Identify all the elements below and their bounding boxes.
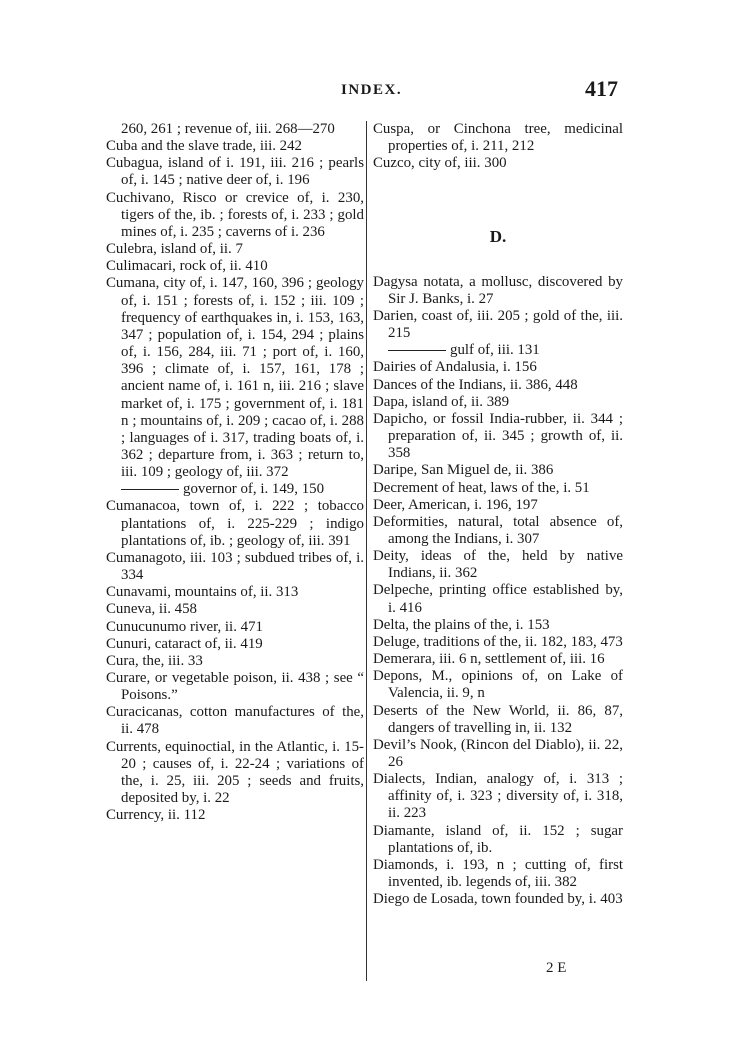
entry-text: Deity, ideas of the, held by native Indians, ii. 362: [373, 548, 623, 582]
index-entry: [373, 462, 623, 479]
index-entry: [373, 308, 623, 342]
index-entry: [373, 394, 623, 411]
entry-text: Cuzco, city of, iii. 300: [373, 155, 507, 172]
index-entry: [373, 703, 623, 737]
entry-text: Dagysa notata, a mollusc, discovered by Sir J. Banks, i. 27: [373, 273, 623, 307]
entry-text: Cura, the, iii. 33: [106, 652, 203, 669]
entry-text: Cuneva, ii. 458: [106, 601, 197, 618]
index-entry: [373, 891, 623, 908]
index-entry: [106, 636, 364, 653]
index-entry: [373, 634, 623, 651]
index-entry: [106, 704, 364, 738]
index-entry: [106, 739, 364, 808]
entry-text: Diamante, island of, ii. 152 ; sugar plantations of, ib.: [373, 822, 623, 856]
index-entry: [106, 584, 364, 601]
index-entry: [373, 274, 623, 308]
entry-text: Devil’s Nook, (Rincon del Diablo), ii. 22, 26: [373, 736, 623, 770]
index-entry: [373, 155, 623, 172]
entry-text: Cuchivano, Risco or crevice of, i. 230, tigers of the, ib. ; forests of, i. 233 ; gold mines of, i. 235 ; caverns of i. 236: [106, 189, 364, 240]
entry-text: Cuspa, or Cinchona tree, medicinal properties of, i. 211, 212: [373, 121, 623, 155]
index-subentry: [106, 481, 364, 498]
entry-text: Cuba and the slave trade, iii. 242: [106, 138, 303, 155]
index-entry: [373, 617, 623, 634]
entry-text: Cunavami, mountains of, ii. 313: [106, 584, 299, 601]
index-entry: [373, 737, 623, 771]
index-entry: [106, 155, 364, 189]
entry-text: Delpeche, printing office established by, i. 416: [373, 582, 623, 616]
index-entry: [106, 190, 364, 241]
index-entry: [106, 601, 364, 618]
entry-text: Deer, American, i. 196, 197: [373, 496, 538, 513]
entry-text: Depons, M., opinions of, on Lake of Valencia, ii. 9, n: [373, 668, 623, 702]
entry-text: Cumanacoa, town of, i. 222 ; tobacco plantations of, i. 225-229 ; indigo plantations of, ib. ; geology of, iii. 391: [106, 498, 364, 549]
entry-text: Curare, or vegetable poison, ii. 438 ; see “ Poisons.”: [106, 670, 364, 704]
signature-mark: 2 E: [546, 960, 567, 976]
entry-text: Cumana, city of, i. 147, 160, 396 ; geology of, i. 151 ; forests of, i. 152 ; iii. 109 ; frequency of earthquakes in, i. 153, 163, 347 ; population of, i. 154, 294 ; plains of, i. 156, 284, iii. 71 ; port of, i. 160, 396 ; climate of, i. 157, 161, 178 ; ancient name of, i. 161 n, iii. 216 ; slave market of, i. 175 ; government of, i. 181 n ; mountains of, i. 209 ; cacao of, i. 288 ; languages of i. 317, trading boats of, i. 362 ; departure from, i. 363 ; return to, iii. 109 ; geology of, iii. 372: [106, 275, 364, 481]
index-entry: [106, 258, 364, 275]
entry-text: Cubagua, island of i. 191, iii. 216 ; pearls of, i. 145 ; native deer of, i. 196: [106, 155, 364, 189]
entry-text: Dances of the Indians, ii. 386, 448: [373, 376, 578, 393]
index-entry: [106, 653, 364, 670]
entry-text: 260, 261 ; revenue of, iii. 268—270: [121, 121, 335, 137]
index-entry: [373, 771, 623, 822]
index-entry: [373, 857, 623, 891]
entry-text: Darien, coast of, iii. 205 ; gold of the, iii. 215: [373, 307, 623, 342]
left-column: [106, 121, 364, 824]
section-letter-heading: D.: [489, 227, 507, 247]
column-divider: [366, 121, 367, 981]
entry-text: Curacicanas, cotton manufactures of the, ii. 478: [106, 704, 364, 738]
page-number: 417: [585, 76, 618, 101]
index-entry: [106, 498, 364, 549]
ditto-dash: [121, 489, 179, 490]
page-title: INDEX.: [341, 82, 403, 98]
entry-text: Diego de Losada, town founded by, i. 403: [373, 891, 623, 908]
running-head: [0, 76, 750, 106]
index-entry: [106, 121, 364, 138]
index-entry: [373, 359, 623, 376]
entry-text: Cunucunumo river, ii. 471: [106, 618, 263, 635]
entry-text: Dialects, Indian, analogy of, i. 313 ; affinity of, i. 323 ; diversity of, i. 318, ii. 223: [373, 771, 623, 822]
index-entry: [373, 411, 623, 462]
entry-text: Currency, ii. 112: [106, 807, 206, 824]
entry-text: Delta, the plains of the, i. 153: [373, 616, 550, 633]
entry-text: Currents, equinoctial, in the Atlantic, i. 15-20 ; causes of, i. 22-24 ; variations of the, i. 25, iii. 205 ; seeds and fruits, deposited by, i. 22: [106, 738, 364, 807]
entry-text: Culebra, island of, ii. 7: [106, 241, 243, 258]
entry-text: Culimacari, rock of, ii. 410: [106, 258, 268, 275]
entry-text: Deserts of the New World, ii. 86, 87, dangers of travelling in, ii. 132: [373, 702, 623, 736]
entry-text: Cunuri, cataract of, ii. 419: [106, 635, 263, 652]
index-entry: [373, 480, 623, 497]
index-entry: [106, 670, 364, 704]
index-entry: [106, 550, 364, 584]
entry-text: Decrement of heat, laws of the, i. 51: [373, 479, 590, 496]
index-entry: [106, 138, 364, 155]
ditto-dash: [388, 350, 446, 351]
index-entry: [373, 121, 623, 155]
entry-text: Daripe, San Miguel de, ii. 386: [373, 462, 554, 479]
entry-text: gulf of, iii. 131: [450, 342, 540, 359]
index-entry: [106, 275, 364, 481]
entry-text: Demerara, iii. 6 n, settlement of, iii. 16: [373, 651, 605, 668]
index-entry: [373, 582, 623, 616]
index-subentry: [373, 342, 623, 359]
index-entry: [373, 377, 623, 394]
index-entry: [373, 497, 623, 514]
index-entry: [373, 548, 623, 582]
index-entry: [373, 651, 623, 668]
index-entry: [373, 514, 623, 548]
index-entry: [106, 619, 364, 636]
entry-text: governor of, i. 149, 150: [183, 481, 325, 498]
index-entry: [373, 668, 623, 702]
entry-text: Diamonds, i. 193, n ; cutting of, first invented, ib. legends of, iii. 382: [373, 856, 623, 891]
entry-text: Dapicho, or fossil India-rubber, ii. 344 ; preparation of, ii. 345 ; growth of, ii. 358: [373, 410, 623, 462]
entry-text: Deluge, traditions of the, ii. 182, 183, 473: [373, 633, 623, 650]
index-entry: [106, 241, 364, 258]
index-entry: [373, 823, 623, 857]
entry-text: Dapa, island of, ii. 389: [373, 393, 510, 410]
entry-text: Deformities, natural, total absence of, among the Indians, i. 307: [373, 513, 623, 547]
right-column: [373, 121, 623, 908]
entry-text: Cumanagoto, iii. 103 ; subdued tribes of, i. 334: [106, 549, 364, 584]
index-entry: [106, 807, 364, 824]
entry-text: Dairies of Andalusia, i. 156: [373, 359, 537, 376]
